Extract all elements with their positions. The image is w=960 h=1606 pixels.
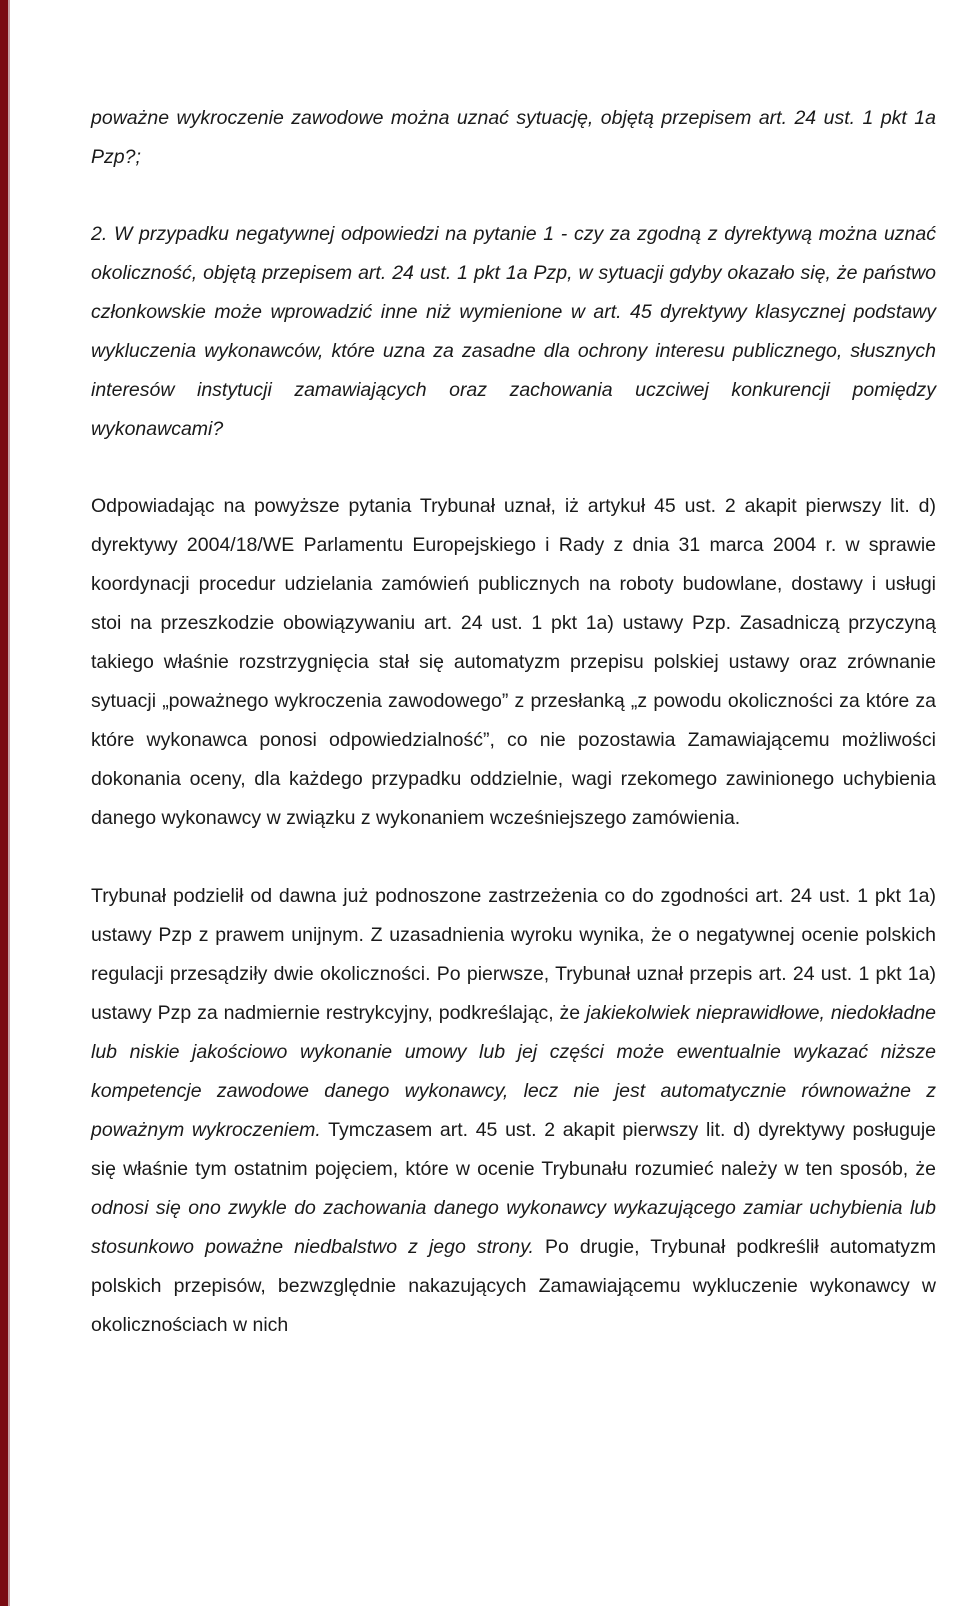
question-two: 2. W przypadku negatywnej odpowiedzi na pytanie 1 - czy za zgodną z dyrektywą można uznać okoliczność, objętą przepisem art. 24 ust. 1 pkt 1a Pzp, w sytuacji gdyby okazało się, że państwo członkowskie może wprowadzić inne niż wymienione w art. 45 dyrektywy klasycznej podstawy wykluczenia wykonawców, które uzna za zasadne dla ochrony interesu publicznego, słusznych interesów instytucji zamawiających oraz zachowania uczciwej konkurencji pomiędzy wykonawcami? [91, 223, 936, 440]
analysis-text-1: Trybunał podzielił od dawna już podnoszone zastrzeżenia co do zgodności art. 24 ust. 1 pkt 1a) ustawy Pzp z prawem unijnym. Z uzasadnienia wyroku wynika, że o negatywnej ocenie polskich regulacji przesądziły dwie okoliczności. Po pierwsze, Trybunał uznał przepis art. 24 ust. 1 pkt 1a) ustawy Pzp za nadmiernie restrykcyjny, podkreślając, że [91, 885, 936, 1024]
analysis-text-2: Tymczasem art. 45 ust. 2 akapit pierwszy lit. d) dyrektywy posługuje się właśnie tym ostatnim pojęciem, które w ocenie Trybunału rozumieć należy w ten sposób, że [91, 1119, 936, 1180]
page-left-border [0, 0, 10, 1606]
tribunal-answer-paragraph: Odpowiadając na powyższe pytania Trybunał uznał, iż artykuł 45 ust. 2 akapit pierwszy lit. d) dyrektywy 2004/18/WE Parlamentu Europejskiego i Rady z dnia 31 marca 2004 r. w sprawie koordynacji procedur udzielania zamówień publicznych na roboty budowlane, dostawy i usługi stoi na przeszkodzie obowiązywaniu art. 24 ust. 1 pkt 1a) ustawy Pzp. Zasadniczą przyczyną takiego właśnie rozstrzygnięcia stał się automatyzm przepisu polskiej ustawy oraz zrównanie sytuacji „poważnego wykroczenia zawodowego” z przesłanką „z powodu okoliczności za które za które wykonawca ponosi odpowiedzialność”, co nie pozostawia Zamawiającemu możliwości dokonania oceny, dla każdego przypadku oddzielnie, wagi rzekomego zawinionego uchybienia danego wykonawcy w związku z wykonaniem wcześniejszego zamówienia. [91, 495, 936, 829]
analysis-paragraph [91, 877, 936, 1345]
analysis-quote-2: odnosi się ono zwykle do zachowania danego wykonawcy wykazującego zamiar uchybienia lub stosunkowo poważne niedbalstwo z jego strony. [91, 1197, 936, 1258]
question-one-ending: poważne wykroczenie zawodowe można uznać sytuację, objętą przepisem art. 24 ust. 1 pkt 1a Pzp?; [91, 107, 936, 168]
analysis-quote-1: jakiekolwiek nieprawidłowe, niedokładne lub niskie jakościowo wykonanie umowy lub jej części może ewentualnie wykazać niższe kompetencje zawodowe danego wykonawcy, lecz nie jest automatycznie równoważne z poważnym wykroczeniem. [91, 1002, 937, 1141]
analysis-text-3: Po drugie, Trybunał podkreślił automatyzm polskich przepisów, bezwzględnie nakazujących Zamawiającemu wykluczenie wykonawcy w okolicznościach w nich [91, 1236, 936, 1336]
document-page [91, 99, 936, 1345]
